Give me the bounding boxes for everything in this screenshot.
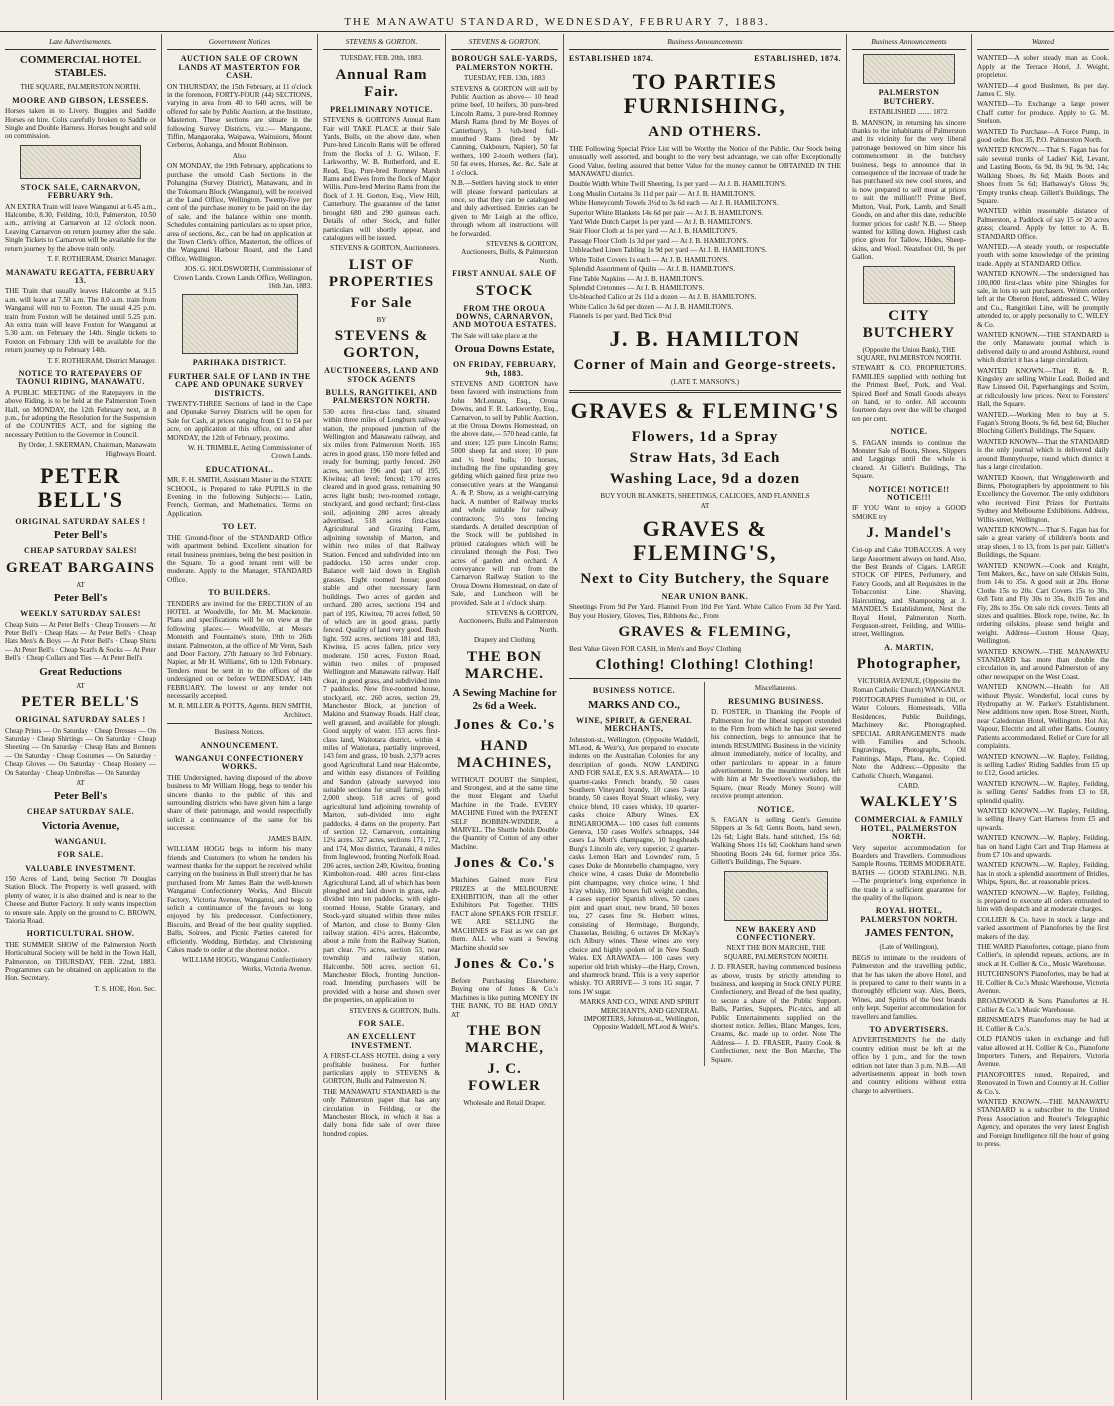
established-line [569,55,841,63]
newspaper-column [446,34,564,1400]
price-list-item: Superior White Blankets 14s 6d per pair — At J. B. HAMILTON'S. [569,208,764,217]
ad-body: WANTED KNOWN.—W. Rapley, Feilding, has in stock a splendid assortment of Bridles, Whips, Spurs, &c. at reasonable prices. [977,861,1109,887]
ad-display-line: LIST OF PROPERTIES [328,256,435,290]
ad-body: THE Following Special Price List will be Worthy the Notice of the Public. Our Stock being unusually well assorted, and bought to the very best advantage, we can offer Exceptionally Good Value, feeling assured that better Value for the money cannot be OBTAINED IN THE MANAWATU district. [569,144,841,179]
ad-signature: MARKS AND CO., WINE AND SPIRIT MERCHANTS, AND GENERAL IMPORTERS, Johnston-st., Wellington, Opposite Waddell, M'Leod & Weir's. [579,998,699,1032]
ad-display-line: Clothing! Clothing! Clothing! [595,657,815,674]
price-list-item: Splendid Cretonnes — At J. B. HAMILTON'S. [569,283,705,292]
ad-small-line: AT [76,681,85,690]
ad-small-line: AT [76,778,85,787]
ad-heading: NOTICE. [757,804,795,814]
ad-body: 530 acres first-class land, situated within three miles of Longburn railway station, the proposed junction of the Wellington and Manawatu railway, and six miles from Palmerston North. 165 acres in good grass, 150 more felled and ready for burning; partly fenced. 260 acres, section 196 and part of 195, Kiwitea; all level; fenced; 170 acres cleared and in good grass, remaining 90 acres light bush; two-roomed cottage, stockyard, and good orchard; first-class soil, adjoining 280 acres already advertised. 518 acres first-class Agricultural and Grazing Farm, adjoining township of Marton, and within two miles of that Railway Station. Fenced and subdivided into ten paddocks. 150 acres under crop. Balance well laid down in English grasses. Eight roomed house; good stable and other necessary farm buildings. Two acres of garden and orchard. 280 acres, sections 194 and part of 195, Kiwitea, 70 acres felled, 50 of which are in good grass, partly fenced. Quality of land very good. Bush light. 592 acres, sections 181 and 183, Kiwitea, 15 acres fallen, price very moderate. 150 acres, Foxton Road, within two miles of proposed Wellington and Manawatu railway. Half clear, in good grass, and subdivided into 7 paddocks. New five-roomed house, stockyard, etc. 260 acres, section 29, Manchester Block, at junction of Makino and Stanway Roads. Half clear, well grassed, and available for plough. Good supply of water. 153 acres first-class land, Waitotara district, within 4 miles of Waitotara, partially improved, 143 fern and grass, 10 bush. 2,379 acres good Agricultural Land near Halcombe, and within easy distances of Feilding and Sandon (already surveyed into suitable sections for small farms), with 2,000 sheep. 518 acres of good agricultural land adjoining township of Marton, sub-divided into eight paddocks, 4 dams on the property. Part of section 12, Carnarvon, containing 12¼ acres. 327 acres, sections 171, 172, and 174, Mou district, Taranaki, 4 miles from Inglewood, fronting Norfolk Road. 206 acres, section 249, Kiwitea, fronting Kimbolton-road. 480 acres first-class Agricultural Land, all of which has been ploughed and laid down in grass, sub-divided into ten paddocks, with eight-roomed House, Stable Granary, and Stock-yard situated within three miles of Marton, and close to Bonny Glen railway station. 41¼ acres, Halcombe, about a mile from the Railway Station, part clear. 7½ acres, section 53, near township and railway station, Halcombe. 500 acres, section 61, Manchester Block, fronting Junction-road. Intending purchasers will be provided with a horse and shown over the properties, on application to [323,407,440,1005]
ad-heading: FOR SALE. [57,850,104,860]
ad-heading: FROM THE OROUA DOWNS, CARNARVON, AND MOTOUA ESTATES. [452,303,557,330]
ad-display-line: Next to City Butchery, the Square [580,570,830,587]
ad-subheading: JAMES FENTON, [864,927,954,940]
ad-body: THE Train that usually leaves Halcombe at 9.15 a.m. will leave at 7.50 a.m. The 8.0 a.m. train from Wanganui will run to Foxton. The usual 4.25 p.m. train from Foxton will be detained until 5.25 p.m. An extra train will leave Foxton for Wanganui at 5.30 a.m. on February the 14th. Single tickets to Foxton on February 13th will be available for the return journey up to February 14th. [5,287,156,355]
ad-heading: ORIGINAL SATURDAY SALES ! [15,715,146,725]
ad-body: WANTED—A sober steady man as Cook. Apply at the Terrace Hotel, J. Weight, proprietor. [977,54,1109,80]
ad-body: STEVENS & GORTON will sell by Public Auction as above— 10 head prime beef, 10 heifers, 30 pure-bred Lincoln Rams, 3 pure-bred Romney Marsh Rams (bred by Mr Boyes of Canterbury), 3 ¾th-bred full-mouthed Rams (bred by Mr Canning, Oakbourn, Napier), 50 fat wethers, 100 2-tooth wethers (fat), 50 fat ewes, Horses, &c. &c. Sale at 1 o'clock. [451,84,558,177]
ad-small-line: Wholesale and Retail Draper. [463,1098,546,1107]
ad-signature: STEVENS & GORTON, Auctioneers, Bulls and Palmerston North. [458,608,558,634]
ad-heading: MANAWATU REGATTA, FEBRUARY 13. [6,267,155,285]
column-header: Business Announcements [569,36,841,50]
ad-subheading: COMMERCIAL HOTEL STABLES. [19,54,142,80]
ad-small-line: THE SQUARE, PALMERSTON NORTH. [20,83,141,92]
ad-heading: HORTICULTURAL SHOW. [26,929,135,939]
ad-heading: COMMERCIAL & FAMILY HOTEL, PALMERSTON NORTH. [854,815,964,842]
ad-body: WANTED KNOWN.—The undersigned has 100,000 first-class white pine Shingles for sale, in lots to suit purchasers. Written orders left at the Oberon Hotel, addressed C. Wiley and Co., Rangitikei Line, will be promptly attended to, or apply personally to C. WILEY & Co. [977,270,1109,329]
ad-subheading: Great Reductions [39,665,122,678]
ad-body: WANTED.—Working Men to buy at S. Fagan's Strong Boots, 9s 6d, best 6d; Blucher Bluching Gillett's Buildings, The Square. [977,410,1109,436]
ad-body: S. FAGAN intends to continue the Monster Sale of Boots, Shoes, Slippers and Leggings until the whole is cleared. At Gillett's Buildings, The Square. [852,438,966,481]
ad-body: BEGS to intimate to the residents of Palmerston and the travelling public, that he has taken the above Hotel, and is prepared to cater to their wants in a thoroughly efficient way. Ales, Beers, Wines, and Spirits of the best brands only kept. Superior accommodation for travellers and families. [852,953,966,1021]
ad-heading: FOR SALE. [358,1019,405,1028]
ad-body: WANTED.—A steady youth, or respectable youth with some knowledge of the printing trade. Apply at STANDARD Office. [977,242,1109,268]
ad-body: TWENTY-THREE Sections of land in the Cape and Opunake Survey Districts will be open for Sale for Cash, at prices ranging from £1 to £4 per acre, on application at this office, on and after MONDAY, the 12th of February, proximo. [167,400,312,442]
price-list-item: Splendid Assortment of Quilts — At J. B. HAMILTON'S. [569,265,736,274]
ad-body: THE SUMMER SHOW of the Palmerston North Horticultural Society will be held in the Town Hall, Palmerston, on THURSDAY, FEB. 22nd, 1883. Programmes can be obtained on application to the Hon. Secretary. [5,940,156,983]
ad-small-line: BY [376,315,387,324]
split-section [569,678,841,1066]
ad-heading: WANGANUI. [54,836,107,846]
ad-signature: JAMES BAIN. [268,834,312,843]
ad-body: COLLIER & Co. have in stock a large and varied assortment of Pianofortes by the first makers of the day. [977,915,1109,941]
ad-small-line: AT [76,580,85,589]
ad-small-line: AT [700,502,710,511]
column-header: Business Announcements [852,36,966,50]
ad-body: WANTED KNOWN.—W. Rapley, Feilding, is selling Ladies' Riding Saddles from £5 up to £12, Good articles. [977,752,1109,778]
ad-headline: TO PARTIES FURNISHING, [623,68,787,118]
ad-body: THE Undersigned, having disposed of the above business to Mr William Hogg, begs to tender his sincere thanks to the public of this and surrounding districts who have given him a large share of their patronage, and would respectfully solicit a continuance of the same for his successor. [167,773,312,833]
ad-heading: WINE, SPIRIT, & GENERAL MERCHANTS, [575,715,693,734]
ad-signature: M. R. MILLER & POTTS, Agents. BEN SMITH, Architect. [168,702,312,719]
double-divider [569,390,841,393]
ad-small-line: Also [232,151,247,160]
ad-heading: PALMERSTON BUTCHERY. [878,88,940,106]
ad-body: Horses taken in to Livery. Buggies and Saddle Horses on hire. Colts carefully broken to Saddle or Single and Double Harness. Horses bought and sold on commission. [5,107,156,141]
engraving-illustration [182,294,298,354]
ad-body: WANTED within reasonable distance of Palmerston, a Paddock of say 15 or 20 acres grass; cleared. Apply by letter to A. B. STANDARD Office. [977,207,1109,241]
ad-subheading: MARKS AND CO., [588,698,680,711]
price-list-item: Fine Table Napkins — At J. B. HAMILTON'S. [569,274,704,283]
ad-body: WANTED KNOWN.—W. Rapley, Feilding, is prepared to execute all orders entrusted to him with despatch and at moderate charges. [977,888,1109,914]
ad-body: BROADWOOD & Sons Pianofortes at H. Collier & Co.'s Music Warehouse. [977,997,1109,1014]
column-header: STEVENS & GORTON. [451,36,558,50]
price-list-item: Yard Wide Dutch Carpet 1s per yard — At J. B. HAMILTON'S. [569,218,753,227]
ad-body: THE Ground-floor of the STANDARD Office with apartment behind. Excellent situation for retail business premises, being the best position in the Square. To a good tenant rent will be moderate. Apply to the Manager, STANDARD Office. [167,533,312,584]
ad-heading: BOROUGH SALE-YARDS, PALMERSTON NORTH. [451,54,558,72]
ad-small-line: BUY YOUR BLANKETS, SHEETINGS, CALICOES, AND FLANNELS [600,491,810,500]
ad-small-line: Miscellaneous. [754,684,798,693]
ad-small-line: TUESDAY, FEB. 20th, 1883. [340,54,423,63]
ad-body: WANTED KNOWN—That the STANDARD is the only journal which is delivered daily around Bunnythorpe, round which district it has a large circulation. [977,437,1109,472]
ad-display-line: THE BON MARCHE. [464,648,545,682]
ad-signature: WILLIAM HOGG, Wanganui Confectionery Works, Victoria Avenue. [182,956,312,973]
ad-headline: PETER BELL'S [37,463,124,513]
ad-body: Machines Gained more First PRIZES at the MELBOURNE EXHIBITION, than all the other Exhibitors Put Together. THIS FACT alone SPEAKS FOR ITSELF. WE ARE SELLING the MACHINES as Fast as we can get them. ALL who want a Sewing Machine should see [451,876,558,952]
ad-signature: T. F. ROTHERAM, District Manager. [47,255,156,264]
ad-body: PHOTOGRAPHS Furnished in Oil, or Water Colours. Homesteads, Villa Residences, Public Buildings, Machinery &c. Photographed. SPECIAL ARRANGEMENTS made with Families and Schools. Engravings, Photographs, Oil Paintings, Maps, Plans, &c. Copied. Note the Address:—Opposite the Catholic Church, Wanganui. [852,695,966,780]
ad-display-line: For Sale [350,294,413,311]
ad-heading: FURTHER SALE OF LAND IN THE CAPE AND OPUNAKE SURVEY DISTRICTS. [168,371,311,398]
price-list-item: Stair Floor Cloth at 1s per yard — At J. B. HAMILTON'S. [569,227,738,236]
ad-body: OLD PIANOS taken in exchange and full value allowed at H. Collier & Co., Pianoforte Importers Tuners, and Repairers, Victoria Avenue. [977,1035,1109,1069]
ad-body: Very superior accommodation for Boarders and Travellers. Commodious Sample Rooms. TERMS MODERATE. BATHS — GOOD STABLING. N.B.—The proprietor's long experience in the trade is a sufficient guarantee for the quality of the liquors. [852,843,966,903]
ad-body: S. FAGAN is selling Gent's Genuine Slippers at 3s 6d; Gents Boots, hand sewn, 12s 6d; Light Bals. hand stitched, 15s 6d; Walking Shoes 11s 6d; Cookham hand sewn Shooting Boots 24s 6d, former price 35s. Gillett's Buildings, The Square. [711,816,841,867]
ad-body: Cut-up and Cake TOBACCOS. A very large Assortment always on hand. Also, the Best Brands of Cigars. LARGE STOCK OF PIPES, Perfumery, and Fancy Goods, and all Requisites in the Tobacconist Line. Shaving, Haircutting, and Shampooing at J. MANDEL'S Establishment, Next the Royal Hotel, Palmerston North. Ferguson-street, Feilding, and Willis-street, Wellington. [852,546,966,639]
price-list-item: White Honeycomb Towels 3½d to 3s 6d each — At J. B. HAMILTON'S. [569,199,779,208]
ad-display-line: GRAVES & FLEMING, [618,623,792,640]
ad-heading: WANGANUI CONFECTIONERY WORKS. [174,754,305,772]
ad-display-line: Jones & Co.'s [454,955,555,972]
ad-body: WANTED KNOWN.—That S. Fagan has for sale a great variety of children's boots and strap shoes, 1 to 13, from 1s per pair. Gillett's Buildings, the Square. [977,525,1109,560]
newspaper-column [847,34,972,1400]
ad-body: IF YOU Want to enjoy a GOOD SMOKE try [852,504,966,521]
ad-heading: PRELIMINARY NOTICE. [330,104,433,114]
ad-heading: NEAR UNION BANK. [661,591,749,601]
column-header: Late Advertisements. [5,36,156,50]
ad-body: THE MANAWATU STANDARD is the only Palmerston paper that has any circulation in Feilding, or the Manchester Block, in which it has a daily bona fide sale of over three hundred copies. [323,1087,440,1138]
ad-body: WILLIAM HOGG begs to inform his many friends and Customers (to whom he tenders his warmest thanks for the support he received whilst carrying on the business in Bull street) that he has purchased from Mr James Bain the well-known Wanganui Confectionery Works, And Biscuit Factory, Victoria Avenue, Wanganui, and begs to solicit a continuance of the favours so long enjoyed by his predecessor. Confectionery, Biscuits, and Bread of the best quality supplied. Balls, Soirees, and Picnic Parties catered for efficiently. Wedding, Birthday, and Christening Cakes made to order at the shortest notice. [167,845,312,954]
ad-body: WANTED Known, that Wrigglesworth and Binns, Photographers by appointment to his Excellency the Governor. The only exhibitors who received First Prizes for Portraits Sydney and Melbourne Exhibitions. Address, Willis-street, Wellington. [977,473,1109,524]
ad-subheading: A Sewing Machine for 2s 6d a Week. [452,686,557,712]
ad-display-line: Jones & Co.'s [454,855,555,872]
engraving-illustration [863,266,954,304]
ad-headline: GRAVES & FLEMING'S [570,397,840,423]
ad-heading: ROYAL HOTEL, PALMERSTON NORTH. [860,906,958,924]
established-right: ESTABLISHED, 1874. [754,54,841,64]
engraving-illustration [724,871,828,921]
ad-display-line: Corner of Main and George-streets. [573,356,837,373]
newspaper-column [0,34,162,1400]
ad-display-line: PETER BELL'S [21,694,140,711]
ad-body: ON MONDAY, the 19th February, applications to purchase the unsold Cash Sections in the Pohangina (Survey District), Manawatu, and in the Tokomaru Block (Wanganui), will be received at the Land Office, Wellington. Twenty-five per cent of the purchase money to be paid on the day of sale, and the balance within one month. Schedules containing particulars as to upset price, area of sections, &c., can be had on application at the Town Clerk's office, Masterton, the offices of the Wanganui Harbour Board, and the Land Office, Wellington. [167,162,312,263]
ad-small-line: TUESDAY, FEB. 13th, 1883 [464,74,545,83]
ad-heading: TO ADVERTISERS. [869,1024,949,1034]
ad-item-list: Cheap Prints — On Saturday · Cheap Dresses — On Saturday · Cheap Shirtings — On Saturday · Cheap Sheeting — On Saturday · Cheap Hats and Bonnets — On Saturday · Cheap Costumes — On Saturday · Cheap Gloves — On Saturday · Cheap Hosiery — On Saturday · Cheap Umbrellas — On Saturday [5,726,156,777]
ad-body: TENDERS are invited for the ERECTION of an HOTEL at Woodville, for Mr. M. Mackenzie. Plans and specifications will be on view at the following places:— Woodville, at Messrs Monteith and Fountaine's store, 19th to 26th instant. Palmerston, at the office of Mr Venn, Sash and Door Factory, 27th January to 3rd February. Napier, at Mr H. Williams', 6th to 12th February. Tenders must be sent in to the offices of the undersigned on or before WEDNESDAY, 14th FEBRUARY. The lowest or any tender not necessarily accepted. [167,599,312,700]
ad-body: WANTED To Purchase—A Force Pump, in good order. Box 35, P.O. Palmerston North. [977,127,1109,145]
price-list-item: Flannels 1s per yard. Bed Tick 8½d [569,312,672,321]
ad-display-line: Straw Hats, 3d Each [629,449,781,466]
ad-body: WANTED KNOWN.—Cook and Knight, Tent Makers, &c., have on sale Oilskin Suits, from 14s to 35s. A good suit at 20s. Horse Cloths 15s to 20s. Cart Covers 15s to 30s. 6x8 Tent and Fly 30s to 35s, 8x10 Ten and Fly, 28s to 35s. On sale rick covers. Tents all sizes and qualities. Block rope, twine, &c. In ordering oilskins, please send height and weight. Address—Custom House Quay, Wellington. [977,561,1109,646]
ad-body: WANTED KNOWN.—THE STANDARD is the only Manawatu journal which is delivered daily to and around Ashhurst, round which district it has a large circulation. [977,331,1109,365]
ad-body: WANTED—To Exchange a large power Chaff cutter for produce. Apply to G. M. Snelson. [977,100,1109,126]
ad-small-line: CARD. [898,782,920,790]
ad-body: The Sale will take place at the [451,331,538,340]
ad-signature: T. S. HOE, Hon. Sec. [94,984,156,993]
split-left-column [569,682,705,1066]
divider [167,723,312,724]
ad-heading: CHEAP SATURDAY SALES! [24,546,137,556]
ad-item-list: Cheap Suits — At Peter Bell's · Cheap Trousers — At Peter Bell's · Cheap Hats — At Peter Bell's · Cheap Hats Men's & Boys — At Peter Bell's · Cheap Shirts — At Peter Bell's · Cheap Scarfs & Socks — At Peter Bell's · Cheap Collars and Ties — At Peter Bell's [5,620,156,663]
ad-small-line: Drapery and Clothing [473,636,536,645]
ad-display-line: Flowers, 1d a Spray [631,428,779,445]
ad-body: WANTED KNOWN.—THE MANAWATU STANDARD is a subscriber to the United Press Association and Reuter's Telegraphic Agency, and operates the very latest English and Foreign Intelligence till the hour of going to press. [977,1097,1109,1148]
ad-heading: RESUMING BUSINESS. [728,696,824,706]
price-list-item: Double Width White Twill Sheeting, 1s per yard — At J. B. HAMILTON'S. [569,180,787,189]
ad-body: PIANOFORTES tuned, Repaired, and Renovated in Town and Country at H. Collier & Co.'s. [977,1070,1109,1096]
ad-heading: NOTICE. [890,427,928,437]
ad-heading: TO LET. [222,522,257,532]
newspaper-column [318,34,446,1400]
column-header: Wanted [977,36,1109,50]
ad-display-line: Jones & Co.'s [454,716,555,733]
ad-body: A PUBLIC MEETING of the Ratepayers in the above Riding, is to be held at the Palmerston Town Hall, on MONDAY, the 12th February next, at 8 p.m., for adopting the Resolution for the Suspension of the COUNTIES ACT, and for signing the necessary Petition to the Governor in Council. [5,388,156,439]
ad-signature: JOS. G. HOLDSWORTH, Commissioner of Crown Lands. Crown Lands Office, Wellington, 16th Jan, 1883. [173,265,312,290]
ad-body: WANTED KNOWN.—W. Rapley, Feilding, is selling Gents' Saddles from £3 to £8, splendid quality. [977,779,1109,805]
ad-body: D. FOSTER, in Thanking the People of Palmerston for the liberal support extended to the Firm from which he has just severed his connection, begs to announce that he intends RESUMING Business in the vicinity almost immediately, notice of locality, and other particulars to appear in a future advertisement. In the meantime orders left with him at Mr Sweetlove's workshop, the Square, (near Ready Money Store) will receive prompt attention. [711,708,841,801]
ad-display-line: STOCK [475,282,534,299]
split-right-column [711,682,841,1066]
ad-signature: STEVENS & GORTON, Auctioneers. [330,244,440,253]
ad-body: ADVERTISEMENTS for the daily country edition must be left at the office by 1 p.m., and for the town edition not later than 3 p.m. N.B.—All advertisements appear in both town and country editions without extra charge to advertisers. [852,1036,966,1095]
ad-body: B. MANSON, in returning his sincere thanks to the inhabitants of Palmerston and its vicinity for the very liberal patronage bestowed on him since his commencement in the butchery business, begs to announce that in consequence of the increase of trade he has purchased six new cool stores, and is now prepared to sell meat at prices to suit the million!!! Prime Beef, Mutton, Veal, Pork, Lamb, and Small Goods, on and after this date, reducible former prices for cash! N.B. — Sheep wanted for killing down. Highest cash price given for Tallow, Hides, Sheep-skins, and Wool. Neatsfoot Oil, 9s per Gallon. [852,118,966,262]
ad-body: Johnston-st., Wellington. (Opposite Waddell, M'Leod, & Weir's), Are prepared to execute indents on the Australian Colonies for any description of goods. NOW LANDING AND FOR SALE, EX S.S. ARAWATA— 10 quarter-casks French brandy, 50 cases Southern Vineyard brandy, 10 cases 3-star brandy, 50 cases Royal Stuart whisky, very choice blend, 10 cases whisky, 10 quarter-casks choice Albury Wines. EX RINGAROOMA— 100 cases full contents Geneva, 150 cases Wolfe's schnapps, 144 cases La Mott's champagne, 10 hogsheads Burg's Lincoln ale, very superior, 2 quarter-casks Lemon Hart and Lowndes' rum, 5 cases Duke de Montebello champagne, very choice wine, 4 cases Duke de Montebello pint champagne, very choice wine, 1 bhd Is'ay whisky, 100 boxes full weight candles, 4 cases superior Spanish olives, 50 cases pint and quart stout, new brand, 50 boxes tea, 27 cases fine St. Herbert wines, consisting of Hermitage, Burgundy, Chasselas, Reisling, 6 octaves Dr McKay's rich Albury wines. These wines are very choice and highly spoken of in New South Wales. EX ARAWATA— 100 cases very superior old Irish whisky—the Harp, Crown, and shamrock brand. This is a very superior whisky. TO ARRIVE— 3 tons 1G sugar, 7 tons 1W sugar. [569,735,699,996]
ad-body: WANTED KNOWN.—W. Rapley, Feilding, is selling Heavy Cart Harness from £5 and upwards. [977,806,1109,832]
ad-display-line: CITY BUTCHERY [862,307,956,341]
ad-signature: T. F. ROTHERAM, District Manager. [47,356,156,365]
ad-display-line: J. Mandel's [866,525,952,542]
ad-body: ON THURSDAY, the 15th February, at 11 o'clock in the forenoon, FORTY-FOUR (44) SECTIONS, varying in area from 40 to 640 acres, will be offered for sale by Public Auction, at the Institute, Masterton. These sections are situate in the following Survey Districts, viz.:— Mangaone, Tiffin, Mangaoraka, Waipawa, Wainuioru, Mount Cerberus, Aohanga, and Mount Robinson. [167,82,312,150]
ad-heading: AN EXCELLENT INVESTMENT. [347,1032,416,1050]
ad-heading: NEW BAKERY AND CONFECTIONERY. [735,924,817,942]
ad-heading: VALUABLE INVESTMENT. [25,863,136,873]
ad-body: WANTED KNOWN.—That S. Fagan has for sale several trunks of Ladies' Kid, Levant, and Lasting Boots, 6s 9d, 8s 9d, 9s 9d, 14s; Walking Shoes, 8s 6d; Maids Boots and Shoes from 5s 6d; Hathaway's Gloss 9s; 'Empty trunks cheap. Gillett's Buildings, The Square. [977,146,1109,205]
ad-heading: BULLS, RANGITIKEI, AND PALMERSTON NORTH. [325,387,438,406]
ad-display-line: Annual Ram Fair. [335,66,428,100]
ad-body: STEVENS AND GORTON have been favored with instructions from John McLennan, Esq., Oroua Downs, and F. B. Larkworthy, Esq., Carnarvon, to sell by Public Auction, at the Oroua Downs Homestead, on the above date,— 570 head cattle, fat and store; 125 pure Lincoln Rams; 5000 sheep fat and store; 10 pure and ½ bred bulls; 10 horses, including the fine upstanding grey gelding which gained first prize two consecutive years at the Wanganui A. & P. Show, as a weight-carrying hack. A number of Railway trucks and whole suitable for railway contractors; 5½ tons fencing standards. A detailed description of the Stock will be published in printed catalogues which will be circulated through the Post. Two acres of garden and orchard. A conveyance will run from the Carnarvon Railway Station to the Oroua Downs Homestead, on date of Sale, and Luncheon will be provided. Sale at 1 o'clock sharp. [451,380,558,607]
column-header: Government Notices [167,36,312,50]
ad-small-line: (Opposite the Union Bank), THE SQUARE, PALMERSTON NORTH. [856,345,962,362]
ad-heading: WEEKLY SATURDAY SALES! [20,609,141,619]
price-list-item: White Toilet Covers 1s each — At J. B. HAMILTON'S. [569,255,729,264]
ad-subheading: Peter Bell's [53,790,108,803]
ad-body: Best Value Given FOR CASH, in Men's and Boys' Clothing [569,644,742,653]
ad-body: A FIRST-CLASS HOTEL doing a very profitable business. For further particulars apply to STEVENS & GORTON, Bulls and Palmerston N. [323,1052,440,1086]
ad-heading: AUCTION SALE OF CROWN LANDS AT MASTERTON FOR CASH. [178,54,301,81]
ad-display-line: J. C. FOWLER [468,1060,541,1094]
ad-display-line: STEVENS & GORTON, [334,328,429,362]
ad-small-line: (Late of Wellington), [879,943,939,952]
ad-signature: STEVENS & GORTON, Bulls. [349,1006,440,1015]
ad-body: Sheetings From 9d Per Yard. Flannel From 10d Per Yard. White Calico From 3d Per Yard. Buy your Hosiery, Gloves, Ties, Ribbons &c., From [569,603,841,620]
ad-heading: A. MARTIN, [884,642,934,652]
price-list-item: Passage Floor Cloth 1s 3d per yard — At J. B. HAMILTON'S. [569,236,749,245]
newspaper-column [972,34,1114,1400]
ad-body: STEWART & CO. PROPRIETORS. FAMILIES supplied with nothing but the Primest Beef, Pork, and Veal. Spiced Beef and Small Goods always on hand, or to order. All accounts fourteen days over due will be charged ten per cent. [852,364,966,423]
ad-small-line: ESTABLISHED ........ 1872. [869,108,949,117]
ad-display-line: WALKLEY'S [859,794,959,811]
price-list-item: White Calico 3s 6d per dozen — At J. B. HAMILTON'S. [569,302,733,311]
ad-body: MR. F. H. SMITH, Assistant Master in the STATE SCHOOL, is Prepared to take PUPILS in the Evening in the following Subjects:— Latin, French, German, and Mathematics. Terms on Application. [167,476,312,518]
ad-headline: GRAVES & FLEMING'S, [633,515,777,565]
ad-subheading: Peter Bell's [53,529,108,542]
newspaper-column [564,34,847,1400]
established-left: ESTABLISHED 1874. [569,54,654,64]
ad-body: WANTED KNOWN.—THE MANAWATU STANDARD has more than double the circulation in, and around Palmerston of any other newspaper on the West Coast. [977,647,1109,681]
price-list-item: Un-bleached Calico at 2s 11d a dozen — At J. B. HAMILTON'S. [569,293,757,302]
engraving-illustration [863,54,954,84]
ad-heading: ANNOUNCEMENT. [200,740,279,750]
ad-small-line: (LATE T. MANSON'S.) [671,377,739,386]
ad-heading: BUSINESS NOTICE. [592,686,676,696]
ad-body: WITHOUT DOUBT the Simplest, and Strongest, and at the same time the most Elegant and Useful Machine in the Trade. EVERY MACHINE Fitted with the PATENT SELF BOBBIN-WINDER, a MARVEL. The Shuttle holds Double the Quantity of Cotton of any other Machine. [451,775,558,851]
ad-heading: NOTICE TO RATEPAYERS OF TAONUI RIDING, MANAWATU. [16,368,145,387]
ad-signature: By Order, J. SKERMAN, Chairman, Manawatu Highways Board. [18,441,156,458]
ad-small-line: Business Notices. [214,728,265,737]
ad-heading: CHEAP SATURDAY SALE. [26,807,135,817]
ad-heading: NOTICE! NOTICE!! NOTICE!!! [868,484,950,503]
masthead: THE MANAWATU STANDARD, WEDNESDAY, FEBRUARY 7, 1883. [0,0,1114,32]
ad-display-line: THE BON MARCHE, [464,1022,545,1056]
ad-display-line: GREAT BARGAINS [6,559,155,576]
ad-small-line: NEXT THE BON MARCHE, THE SQUARE, PALMERSTON NORTH. [723,944,829,961]
ad-subheading: Oroua Downs Estate, [454,343,555,356]
price-list [569,180,841,320]
ad-display-line: AND OTHERS. [648,123,762,140]
ad-headline: J. B. HAMILTON [609,325,801,351]
ad-heading: FIRST ANNUAL SALE OF [452,269,557,279]
engraving-illustration [20,145,141,179]
ad-heading: TO BUILDERS. [208,588,271,598]
price-list-item: Long Muslin Curtains 3s 11d per pair — At J. B. HAMILTON'S. [569,189,756,198]
price-list-item: Unbleached Linen Tabling 1s 9d per yard — At J. B. HAMILTON'S. [569,246,767,255]
ad-display-line: HAND MACHINES, [456,737,553,771]
ad-body: STEVENS & GORTON'S Annual Ram Fair will TAKE PLACE at their Sale Yards, Bulls, on the above date, when Pure-bred Lincoln Rams will be offered from the flocks of J. G. Wilson, F. Larkworthy, W. B. Rutherford, and E. Read, Esq. Pure-bred Romney Marsh Rams and Ewes from the flock of Major Willis. Pure-bred Merino Rams from the flock of J. H. Gorton, Esq., View Hill, Canterbury. The guarantee of the latter brought 680 and 290 guineas each. Details of other Stock, and fuller particulars will shortly appear, and catalogues will be issued. [323,116,440,242]
ad-signature: W. H. TRIMBLE, Acting Commissioner of Crown Lands. [187,444,312,461]
ad-body: BRINSMEAD'S Pianofortes may be had at H. Collier & Co.'s. [977,1016,1109,1033]
ad-body: Before Purchasing Elsewhere. Buying one of Jones & Co.'s Machines is like putting MONEY IN THE BANK, TO BE HAD ONLY AT [451,976,558,1019]
ad-heading: EDUCATIONAL. [205,464,274,474]
newspaper-column [162,34,318,1400]
ad-body: WANTED—4 good Bushmen, 8s per day. James C. Sly. [977,81,1109,99]
ad-subheading: Peter Bell's [53,592,108,605]
column-header: STEVENS & GORTON. [323,36,440,50]
ad-body: 150 Acres of Land, being Section 70 Douglas Station Block. The Property is well grassed, with plenty of water, it is also drained and is near to the Cheese and Butter Factory. It only wants inspection to ensure sale. Apply on the ground to C. BROWN, Taioria Road. [5,874,156,925]
ad-body: AN EXTRA Train will leave Wanganui at 6.45 a.m., Halcombe, 8.30, Feilding, 10.0, Palmerston, 10.50 a.m., arriving at Carnarvon at 12 o'clock noon. Leaving Carnarvon on return journey after the sale. Single Tickets to Carnarvon will be available for the return journey by the above train only. [5,202,156,253]
ad-heading: ON FRIDAY, FEBRUARY, 9th, 1883. [452,360,557,378]
ad-subheading: Victoria Avenue, [41,819,120,832]
ad-body: WANTED KNOWN.—W. Rapley, Feilding, has on hand Light Cart and Trap Harness at from £7 10s and upwards. [977,834,1109,859]
ad-display-line: Washing Lace, 9d a dozen [609,470,801,487]
ad-heading: MOORE AND GIBSON, LESSEES. [12,95,149,105]
ad-body: J. D. FRASER, having commenced business as above, trusts by strictly attending to business, and keeping in Stock ONLY PURE Confectionery, and Bread of the best quality, to secure a share of the Public Support. Balls, Parties, Suppers, Pic-nics, and all Public Entertainments supplied on the shortest notice. Jellies, Blanc Manges, Ices, Creams, &c. made up to order. Note The Address— J. D. FRASER, Pastry Cook & Confectioner, next the Bon Marche, The Square. [711,963,841,1064]
ad-display-line: Photographer, [856,656,962,673]
ad-signature: STEVENS & GORTON, Auctioneers, Bulls, & Palmerston North. [461,239,558,265]
ad-body: WANTED KNOWN.—Health for All without Physic. Wonderful, local cures by Hydropathy at W. Parker's Establishment. New additions now open. Rose Street, North, near Caledonian Hotel, Wellington. Hot Air, Vapour, Electric and all other Baths. Country Patients accommodated. Relief or Cure for all complaints. [977,683,1109,751]
ad-body: THE WARD Pianofortes, cottage, piano from Collier's, in splendid repeats, actions, are in stock at H. Collier & Co., Music Warehouse. [977,943,1109,968]
ad-body: N.B.—Settlers having stock to enter will please forward particulars at once, so that they can be catalogued and duly advertised. Entries can be given to Mr Leigh at the office, through whom all instructions will be forwarded. [451,179,558,238]
ad-heading: PARIHAKA DISTRICT. [192,358,287,368]
ad-small-line: VICTORIA AVENUE, (Opposite the Roman Catholic Church) WANGANUI. [852,677,966,694]
ad-body: HUTCHINSON'S Pianofortes, may be had at H. Collier & Co.'s Music Warehouse, Victoria Avenue. [977,970,1109,996]
ad-heading: STOCK SALE, CARNARVON, FEBRUARY 9th. [20,182,141,201]
ad-heading: ORIGINAL SATURDAY SALES ! [15,517,146,527]
ad-body: WANTED KNOWN.—That R. & R. Kingsley are selling White Lead, Boiled and Raw Linseed Oil, Paperhangings and Scrim, at ridiculously low prices. Next to Foresters' Hall, the Square. [977,366,1109,409]
ad-heading: AUCTIONEERS, LAND AND STOCK AGENTS [324,366,439,384]
